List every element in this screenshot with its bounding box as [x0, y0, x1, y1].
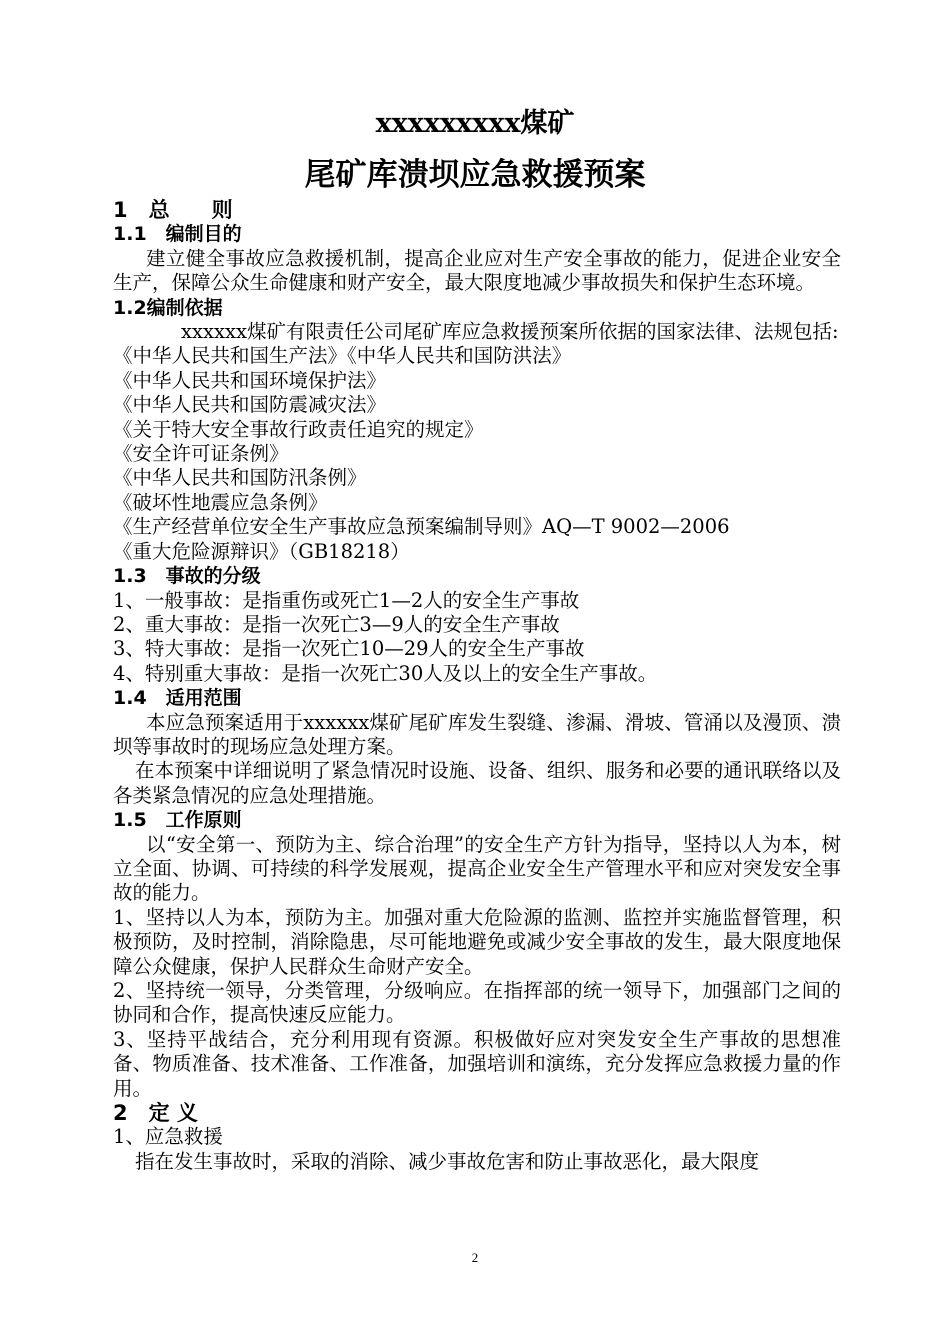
section-heading-1-5: 1.5 工作原则: [113, 809, 242, 832]
grade-item: 1、一般事故：是指重伤或死亡1—2人的安全生产事故: [113, 588, 580, 612]
section-heading-2: 2 定 义: [113, 1101, 198, 1126]
paragraph-principle-1: 1、坚持以人为本，预防为主。加强对重大危险源的监测、监控并实施监督管理，积极预防，及时控制，消除隐患，尽可能地避免或减少安全事故的发生，最大限度地保障公众健康，保护人民群众生命财产安全。: [113, 905, 841, 978]
section-heading-1-2: 1.2编制依据: [113, 296, 223, 319]
paragraph-principle-3: 3、坚持平战结合，充分利用现有资源。积极做好应对突发安全生产事故的思想准备、物质准备、技术准备、工作准备，加强培训和演练，充分发挥应急救援力量的作用。: [113, 1027, 841, 1100]
law-item: 《关于特大安全事故行政责任追究的规定》: [113, 417, 484, 441]
document-subtitle: 尾矿库溃坝应急救援预案: [304, 157, 646, 193]
document-body: [113, 198, 841, 1174]
paragraph-scope-2: 在本预案中详细说明了紧急情况时设施、设备、组织、服务和必要的通讯联络以及各类紧急情况的应急处理措施。: [113, 759, 841, 807]
law-item: 《中华人民共和国环境保护法》: [113, 368, 387, 392]
law-item: 《生产经营单位安全生产事故应急预案编制导则》AQ—T 9002—2006: [113, 515, 730, 539]
law-item: 《中华人民共和国防汛条例》: [113, 466, 367, 490]
paragraph-definition: 指在发生事故时，采取的消除、减少事故危害和防止事故恶化，最大限度: [135, 1149, 760, 1173]
grade-item: 3、特大事故：是指一次死亡10—29人的安全生产事故: [113, 637, 585, 661]
law-item: 《中华人民共和国生产法》《中华人民共和国防洪法》: [113, 344, 572, 368]
paragraph-basis: xxxxxx煤矿有限责任公司尾矿库应急救援预案所依据的国家法律、法规包括:: [181, 320, 839, 344]
grade-item: 2、重大事故：是指一次死亡3—9人的安全生产事故: [113, 612, 560, 636]
paragraph-principle: 以“安全第一、预防为主、综合治理”的安全生产方针为指导，坚持以人为本，树立全面、协调、可持续的科学发展观，提高企业安全生产管理水平和应对突发安全事故的能力。: [113, 832, 841, 905]
definition-heading: 1、应急救援: [113, 1125, 223, 1149]
law-item: 《破坏性地震应急条例》: [113, 490, 328, 514]
section-heading-1-4: 1.4 适用范围: [113, 687, 242, 710]
paragraph-purpose: 建立健全事故应急救援机制，提高企业应对生产安全事故的能力，促进企业安全生产，保障公众生命健康和财产安全，最大限度地减少事故损失和保护生态环境。: [113, 246, 841, 295]
section-heading-1-1: 1.1 编制目的: [113, 223, 242, 246]
paragraph-principle-2: 2、坚持统一领导，分类管理，分级响应。在指挥部的统一领导下，加强部门之间的协同和合作，提高快速反应能力。: [113, 979, 841, 1027]
law-item: 《重大危险源辩识》（GB18218）: [113, 539, 410, 563]
law-item: 《安全许可证条例》: [113, 442, 289, 466]
grade-item: 4、特别重大事故：是指一次死亡30人及以上的安全生产事故。: [113, 661, 658, 685]
document-title: xxxxxxxxx煤矿: [375, 108, 575, 139]
paragraph-scope-1: 本应急预案适用于xxxxxx煤矿尾矿库发生裂缝、渗漏、滑坡、管涌以及漫顶、溃坝等事故时的现场应急处理方案。: [113, 710, 841, 758]
law-item: 《中华人民共和国防震减灾法》: [113, 393, 387, 417]
page-number: 2: [471, 1250, 479, 1265]
section-heading-1: 1 总 则: [113, 198, 233, 222]
section-heading-1-3: 1.3 事故的分级: [113, 565, 261, 588]
